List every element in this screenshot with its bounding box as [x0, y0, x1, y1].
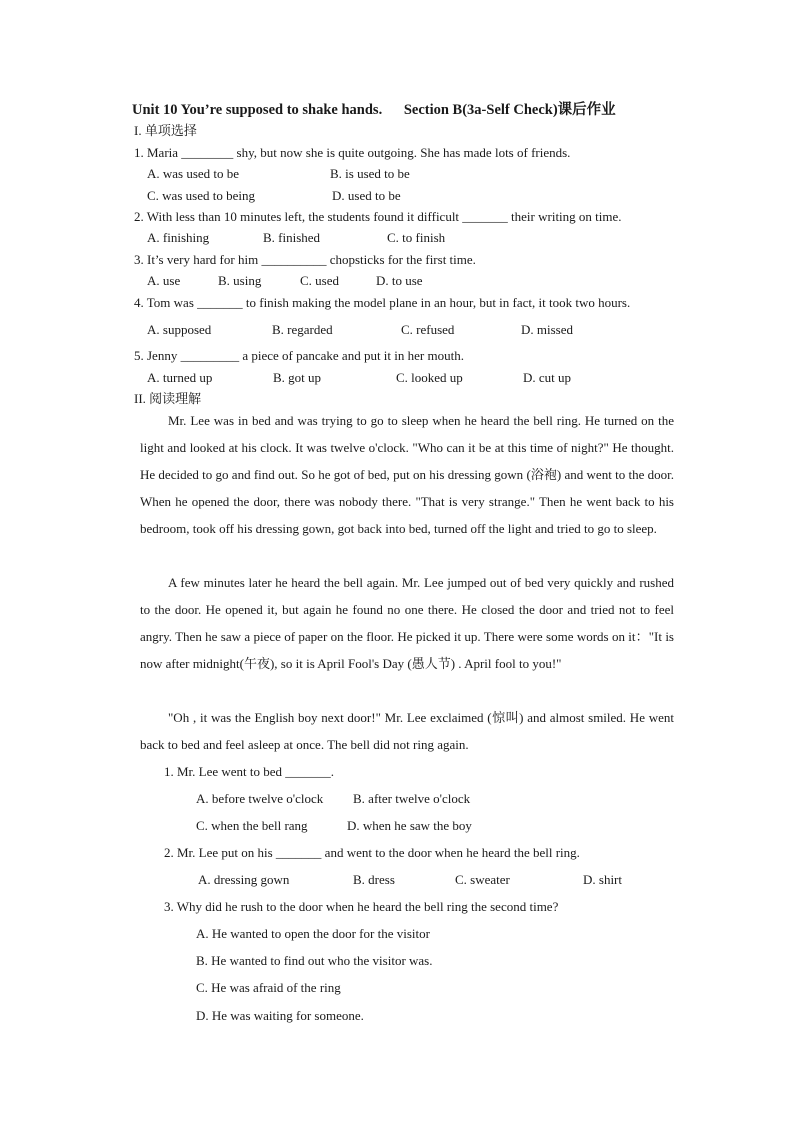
option-d: D. shirt	[583, 872, 622, 887]
option-a: A. dressing gown	[198, 872, 290, 887]
reading-question-3-option-d: D. He was waiting for someone.	[196, 1008, 364, 1023]
option-d: D. when he saw the boy	[347, 818, 472, 833]
part2-heading: II. 阅读理解	[134, 391, 202, 406]
reading-paragraph-3: "Oh , it was the English boy next door!" Mr. Lee exclaimed (惊叫) and almost smiled. He went back to bed and feel asleep at once. The bell did not ring again.	[140, 710, 674, 752]
question-2-options	[147, 229, 445, 247]
question-5: 5. Jenny _________ a piece of pancake and put it in her mouth.	[134, 348, 464, 363]
option-b: B. using	[218, 273, 262, 288]
option-b: B. dress	[353, 872, 395, 887]
option-a: A. use	[147, 273, 181, 288]
reading-paragraph-2: A few minutes later he heard the bell again. Mr. Lee jumped out of bed very quickly and rushed to the door. He opened it, but again he found no one there. He closed the door and tried not to feel angry. Then he saw a piece of paper on the floor. He picked it up. There were some words on it："It is now after midnight(午夜), so it is April Fool's Day (愚人节) . April fool to you!"	[140, 575, 674, 671]
reading-question-3-option-c: C. He was afraid of the ring	[196, 980, 341, 995]
option-b: B. regarded	[272, 322, 333, 337]
reading-question-1: 1. Mr. Lee went to bed _______.	[164, 764, 335, 779]
reading-question-1-options-row-2	[196, 817, 472, 835]
option-c: C. used	[300, 273, 339, 288]
reading-question-3: 3. Why did he rush to the door when he heard the bell ring the second time?	[164, 899, 559, 914]
page-title	[132, 98, 692, 119]
option-a: A. turned up	[147, 370, 213, 385]
question-3: 3. It’s very hard for him __________ chopsticks for the first time.	[134, 252, 476, 267]
option-b: B. got up	[273, 370, 322, 385]
section-title: Section B(3a-Self Check)课后作业	[403, 102, 616, 118]
option-c: C. was used to being	[147, 188, 255, 203]
option-a: A. finishing	[147, 230, 210, 245]
option-c: C. when the bell rang	[196, 818, 308, 833]
question-1-options-row-1	[147, 165, 410, 183]
option-c: C. sweater	[455, 872, 510, 887]
option-b: B. finished	[263, 230, 321, 245]
option-c: C. refused	[401, 322, 455, 337]
question-2: 2. With less than 10 minutes left, the students found it difficult _______ their writing on time.	[134, 209, 622, 224]
option-b: B. is used to be	[330, 166, 410, 181]
option-a: A. supposed	[147, 322, 212, 337]
reading-question-3-option-a: A. He wanted to open the door for the visitor	[196, 926, 430, 941]
option-c: C. looked up	[396, 370, 463, 385]
option-a: A. was used to be	[147, 166, 240, 181]
option-d: D. cut up	[523, 370, 572, 385]
unit-title: Unit 10 You’re supposed to shake hands.	[132, 102, 383, 118]
reading-paragraph-1: Mr. Lee was in bed and was trying to go to sleep when he heard the bell ring. He turned on the light and looked at his clock. It was twelve o'clock. "Who can it be at this time of night?" He thought. He decided to go and find out. So he got of bed, put on his dressing gown (浴袍) and went to the door. When he opened the door, there was nobody there. "That is very strange." Then he went back to his bedroom, took off his dressing gown, got back into bed, turned off the light and tried to go to sleep.	[140, 413, 674, 536]
option-b: B. after twelve o'clock	[353, 791, 471, 806]
reading-question-2-options	[198, 871, 622, 889]
reading-question-3-option-b: B. He wanted to find out who the visitor was.	[196, 953, 433, 968]
option-d: D. missed	[521, 322, 573, 337]
option-a: A. before twelve o'clock	[196, 791, 324, 806]
question-1: 1. Maria ________ shy, but now she is quite outgoing. She has made lots of friends.	[134, 145, 571, 160]
option-d: D. to use	[376, 273, 423, 288]
question-3-options	[147, 272, 423, 290]
part1-heading: I. 单项选择	[134, 123, 197, 138]
question-5-options	[147, 369, 571, 387]
question-4: 4. Tom was _______ to finish making the model plane in an hour, but in fact, it took two hours.	[134, 295, 631, 310]
option-c: C. to finish	[387, 230, 446, 245]
reading-question-1-options-row-1	[196, 790, 470, 808]
question-1-options-row-2	[147, 187, 401, 205]
option-d: D. used to be	[332, 188, 401, 203]
reading-question-2: 2. Mr. Lee put on his _______ and went to the door when he heard the bell ring.	[164, 845, 580, 860]
question-4-options	[147, 321, 573, 339]
